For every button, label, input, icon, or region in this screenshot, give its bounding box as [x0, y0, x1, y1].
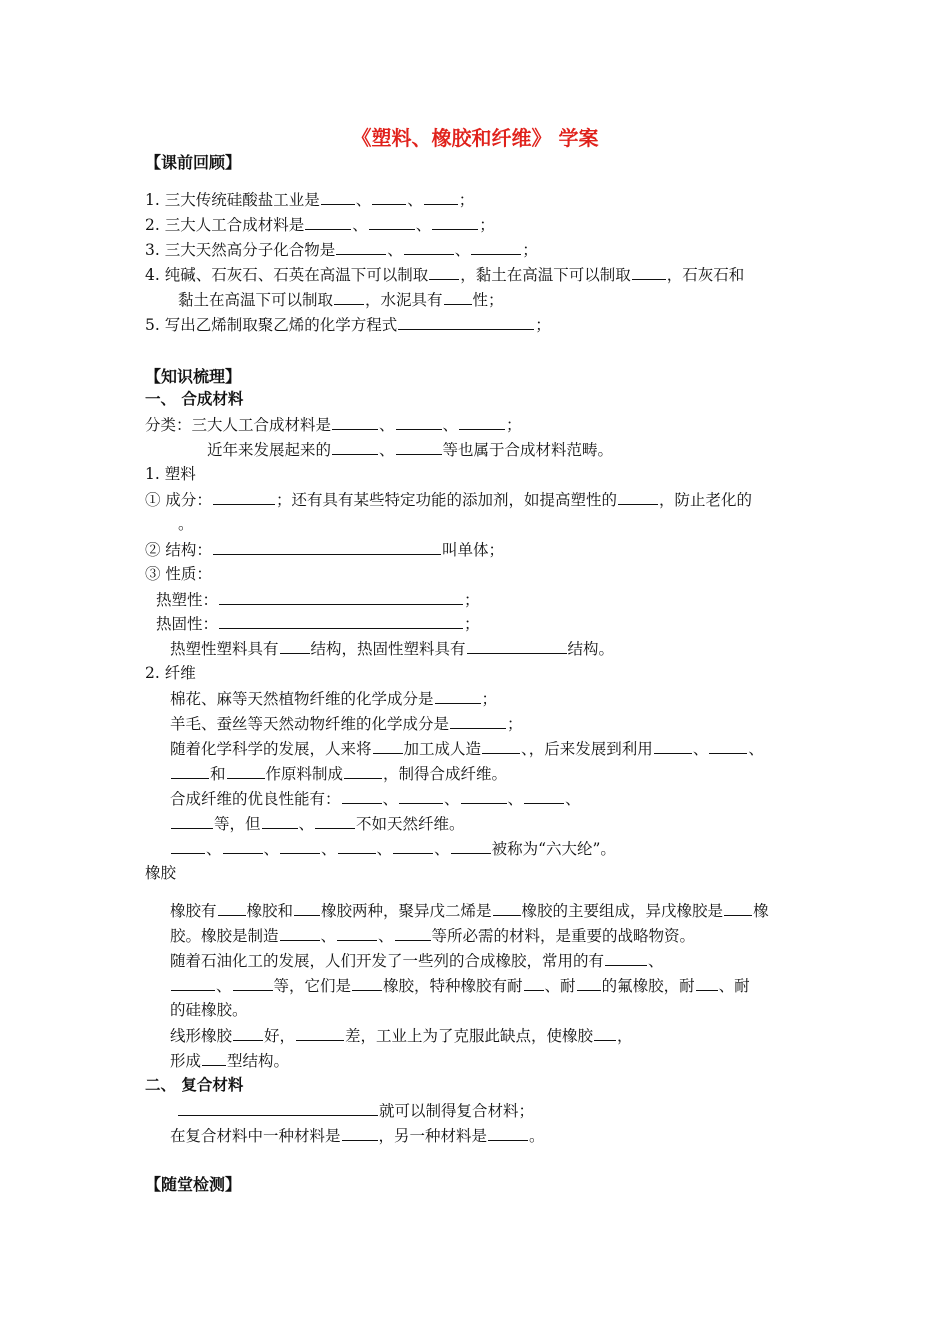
blank[interactable]	[393, 837, 433, 854]
blank[interactable]	[424, 188, 458, 205]
blank[interactable]	[461, 787, 507, 804]
six-fibers-line: 、 、 、 、 、 被称为“六大纶”。	[170, 837, 616, 860]
blank[interactable]	[202, 1049, 226, 1066]
blank[interactable]	[280, 837, 320, 854]
blank[interactable]	[396, 413, 442, 430]
blank[interactable]	[594, 1024, 616, 1041]
blank[interactable]	[296, 1024, 344, 1041]
composite-line1: 就可以制得复合材料；	[177, 1099, 534, 1122]
blank[interactable]	[488, 1124, 528, 1141]
blank[interactable]	[227, 762, 265, 779]
blank[interactable]	[223, 837, 263, 854]
blank[interactable]	[342, 1124, 378, 1141]
blank[interactable]	[399, 787, 443, 804]
plastic-composition: ① 成分： ；还有具有某些特定功能的添加剂，如提高塑性的 ，防止老化的	[145, 488, 752, 511]
blank[interactable]	[334, 288, 364, 305]
section-test-heading: 【随堂检测】	[145, 1175, 242, 1194]
fiber-development-line1: 随着化学科学的发展，人来将 加工成人造 、，后来发展到利用 、 、	[170, 737, 764, 760]
blank[interactable]	[352, 974, 382, 991]
review-q4-line1: 4. 纯碱、石灰石、石英在高温下可以制取 ，黏土在高温下可以制取 ，石灰石和	[145, 263, 744, 286]
section-review-heading: 【课前回顾】	[145, 153, 242, 172]
synthetic-classify: 分类：三大人工合成材料是 、 、 ；	[145, 413, 522, 436]
blank[interactable]	[471, 238, 521, 255]
rubber-line1: 橡胶有 橡胶和 橡胶两种，聚异戊二烯是 橡胶的主要组成，异戊橡胶是 橡	[170, 899, 769, 922]
blank[interactable]	[218, 899, 246, 916]
blank[interactable]	[451, 837, 491, 854]
fiber-advantages-line2: 等，但 、 不如天然纤维。	[170, 812, 465, 835]
blank[interactable]	[233, 974, 273, 991]
rubber-heading: 橡胶	[145, 864, 177, 882]
blank[interactable]	[344, 762, 382, 779]
blank[interactable]	[444, 288, 472, 305]
fiber-plant: 棉花、麻等天然植物纤维的化学成分是 ；	[170, 687, 497, 710]
blank[interactable]	[294, 899, 320, 916]
blank[interactable]	[435, 687, 481, 704]
review-q4-line2: 黏土在高温下可以制取 ，水泥具有 性；	[178, 288, 504, 311]
blank[interactable]	[178, 1099, 378, 1116]
synthetic-heading: 一、 合成材料	[145, 390, 244, 408]
blank[interactable]	[321, 188, 355, 205]
fiber-development-line2: 和 作原料制成 ，制得合成纤维。	[170, 762, 507, 785]
blank[interactable]	[654, 737, 692, 754]
blank[interactable]	[577, 974, 601, 991]
blank[interactable]	[709, 737, 747, 754]
thermoset-line: 热固性： ；	[156, 612, 480, 635]
blank[interactable]	[450, 712, 506, 729]
blank[interactable]	[482, 737, 520, 754]
rubber-line3: 随着石油化工的发展，人们开发了一些列的合成橡胶，常用的有 、	[170, 949, 664, 972]
blank[interactable]	[404, 238, 454, 255]
review-q5: 5. 写出乙烯制取聚乙烯的化学方程式 ；	[145, 313, 551, 336]
blank[interactable]	[213, 538, 441, 555]
blank[interactable]	[336, 238, 386, 255]
fiber-animal: 羊毛、蚕丝等天然动物纤维的化学成分是 ；	[170, 712, 523, 735]
blank[interactable]	[372, 188, 406, 205]
composite-heading: 二、 复合材料	[145, 1076, 244, 1094]
blank[interactable]	[305, 213, 351, 230]
rubber-line2: 胶。橡胶是制造 、 、 等所必需的材料，是重要的战略物资。	[170, 924, 695, 947]
rubber-line7: 形成 型结构。	[170, 1049, 289, 1072]
blank[interactable]	[233, 1024, 263, 1041]
blank[interactable]	[337, 924, 377, 941]
blank[interactable]	[262, 812, 298, 829]
plastic-heading: 1. 塑料	[145, 465, 196, 483]
blank[interactable]	[396, 438, 442, 455]
blank[interactable]	[618, 488, 658, 505]
blank[interactable]	[467, 637, 567, 654]
rubber-line5: 的硅橡胶。	[170, 1001, 248, 1019]
review-q1: 1. 三大传统硅酸盐工业是 、 、 ；	[145, 188, 474, 211]
review-q3: 3. 三大天然高分子化合物是 、 、 ；	[145, 238, 538, 261]
blank[interactable]	[398, 313, 534, 330]
blank[interactable]	[459, 413, 505, 430]
plastic-structure-types: 热塑性塑料具有 结构，热固性塑料具有 结构。	[170, 637, 614, 660]
blank[interactable]	[432, 213, 478, 230]
plastic-structure: ② 结构： 叫单体；	[145, 538, 504, 561]
blank[interactable]	[524, 974, 544, 991]
fiber-advantages-line1: 合成纤维的优良性能有： 、 、 、 、	[170, 787, 581, 810]
blank[interactable]	[338, 837, 376, 854]
blank[interactable]	[213, 488, 275, 505]
blank[interactable]	[395, 924, 431, 941]
blank[interactable]	[171, 762, 209, 779]
section-knowledge-heading: 【知识梳理】	[145, 367, 242, 386]
blank[interactable]	[696, 974, 718, 991]
thermoplastic-line: 热塑性： ；	[156, 588, 480, 611]
blank[interactable]	[332, 438, 378, 455]
blank[interactable]	[373, 737, 403, 754]
blank[interactable]	[429, 263, 459, 280]
blank[interactable]	[332, 413, 378, 430]
blank[interactable]	[171, 812, 213, 829]
synthetic-recent: 近年来发展起来的 、 等也属于合成材料范畴。	[207, 438, 613, 461]
blank[interactable]	[219, 588, 463, 605]
page-title: 《塑料、橡胶和纤维》 学案	[351, 126, 599, 150]
rubber-line4: 、 等，它们是 橡胶，特种橡胶有耐 、耐 的氟橡胶，耐 、耐	[170, 974, 750, 997]
blank[interactable]	[342, 787, 382, 804]
blank[interactable]	[724, 899, 752, 916]
blank[interactable]	[280, 637, 310, 654]
blank[interactable]	[493, 899, 521, 916]
blank[interactable]	[315, 812, 355, 829]
blank[interactable]	[369, 213, 415, 230]
blank[interactable]	[280, 924, 320, 941]
blank[interactable]	[632, 263, 666, 280]
blank[interactable]	[171, 837, 205, 854]
blank[interactable]	[524, 787, 564, 804]
blank[interactable]	[605, 949, 647, 966]
composite-line2: 在复合材料中一种材料是 ，另一种材料是 。	[170, 1124, 545, 1147]
review-q2: 2. 三大人工合成材料是 、 、 ；	[145, 213, 495, 236]
fiber-heading: 2. 纤维	[145, 664, 196, 682]
plastic-properties: ③ 性质：	[145, 565, 212, 583]
plastic-composition-end: 。	[178, 515, 194, 533]
rubber-line6: 线形橡胶 好， 差，工业上为了克服此缺点，使橡胶 ，	[170, 1024, 633, 1047]
blank[interactable]	[219, 612, 463, 629]
blank[interactable]	[171, 974, 215, 991]
